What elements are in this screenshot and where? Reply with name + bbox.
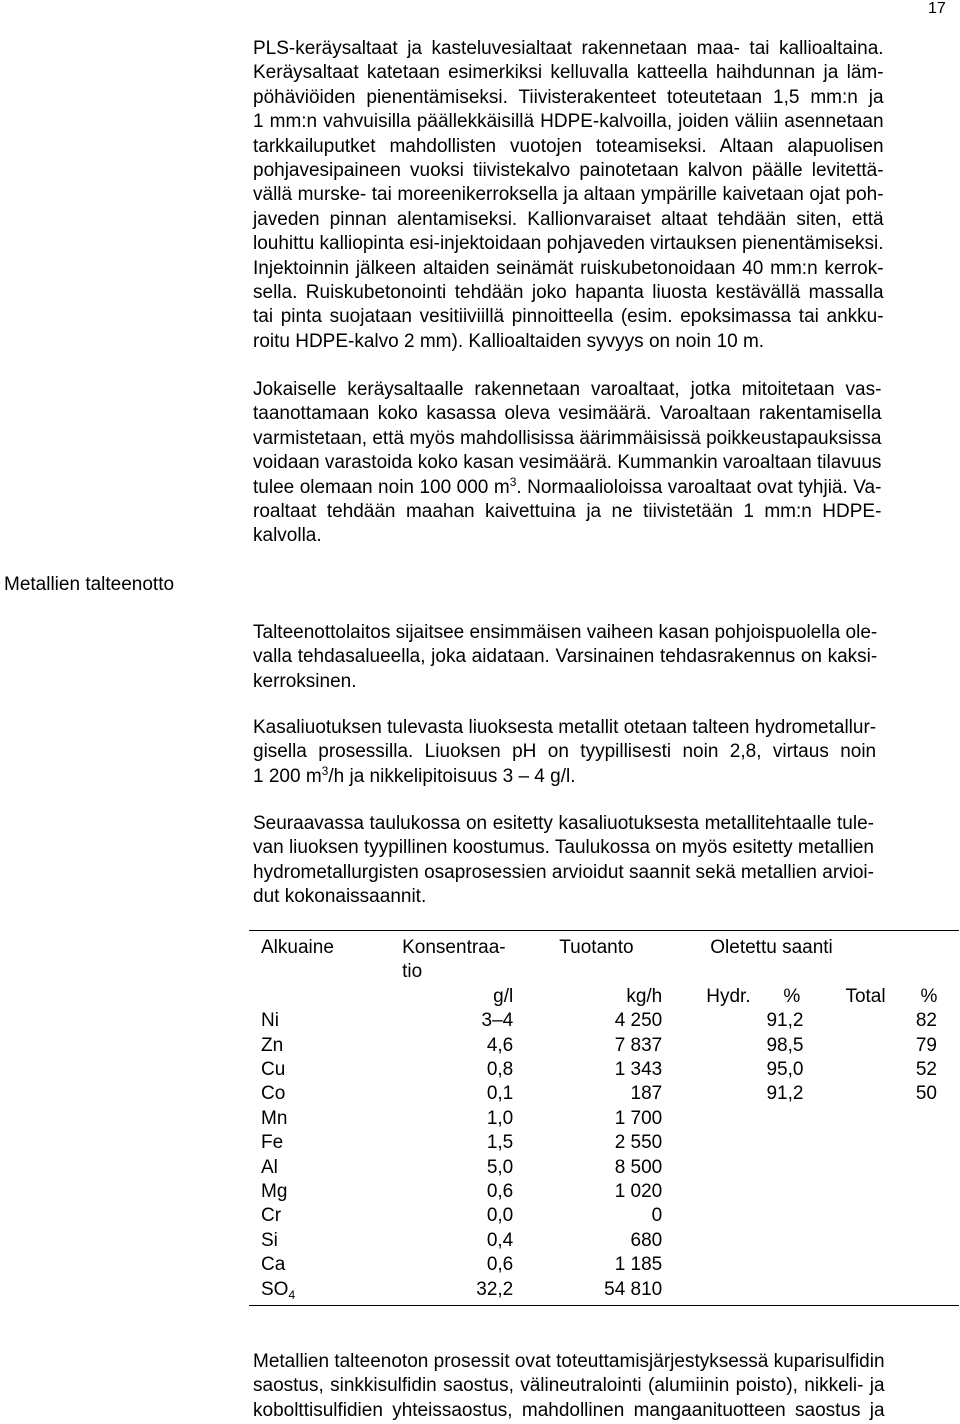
text-line: Metallien talteenoton prosessit ovat toteuttamisjärjestyksessä kuparisulfidin	[253, 1351, 885, 1372]
table-row	[249, 1278, 959, 1306]
cell-hydr-yield: 91,2	[766, 1010, 804, 1032]
unit-hydr: Hydr. %	[706, 985, 801, 1007]
text-line: vällä murske- tai moreenikerroksella ja altaan ympärille kaivetaan ojat poh-	[253, 184, 884, 206]
cell-total-yield: 50	[915, 1083, 937, 1105]
table-row	[249, 1082, 959, 1106]
table-row	[249, 1034, 959, 1058]
cell-element: Co	[261, 1083, 286, 1105]
text-line: pohjavesipaineen vuoksi tiivistekalvo painotetaan kalvon päälle levitettä-	[253, 160, 884, 182]
text-line: valla tehdasalueella, joka aidataan. Varsinainen tehdasrakennus on kaksi-	[253, 646, 878, 668]
cell-hydr-yield	[674, 1204, 831, 1228]
table-units-row	[249, 985, 959, 1009]
cell-production: 4 250	[614, 1010, 663, 1032]
cell-concentration: 1,0	[486, 1107, 514, 1129]
text-line: kobolttisulfidien yhteissaostus, mahdollinen mangaanituotteen saostus ja	[253, 1399, 885, 1421]
table-row	[249, 1253, 959, 1277]
cell-total-yield: 52	[915, 1059, 937, 1081]
text-line: roaltaat tehdään maahan kaivettuina ja ne tiivistetään 1 mm:n HDPE-	[253, 501, 882, 523]
cell-hydr-yield	[674, 1180, 831, 1204]
cell-production: 2 550	[614, 1132, 663, 1154]
text-line: Injektoinnin jälkeen altaiden seinämät ruiskubetonoidaan 40 mm:n kerrok-	[253, 257, 884, 279]
text-line: louhittu kalliopinta esi-injektoidaan pohjaveden virtauksen pienentämiseksi.	[253, 233, 884, 255]
cell-element: Si	[261, 1229, 278, 1251]
composition-table	[249, 930, 959, 1306]
cell-element: Ni	[261, 1010, 279, 1032]
cell-production: 8 500	[614, 1156, 663, 1178]
unit-concentration: g/l	[493, 985, 514, 1007]
table-row	[249, 1107, 959, 1131]
text-line: van liuoksen tyypillinen koostumus. Taulukossa on myös esitetty metallien	[253, 837, 874, 859]
table-row	[249, 1204, 959, 1228]
paragraph-table-intro	[253, 812, 874, 910]
text-line: saostus, sinkkisulfidin saostus, välineutralointi (alumiinin poisto), nikkeli- ja	[253, 1375, 885, 1397]
text-line: javeden pinnan alentamiseksi. Kallionvaraiset altaat tehdään siten, että	[253, 208, 884, 230]
cell-concentration: 0,6	[486, 1254, 514, 1276]
text-line: Talteenottolaitos sijaitsee ensimmäisen vaiheen kasan pohjoispuolella ole-	[253, 622, 878, 643]
cell-production: 1 020	[614, 1181, 663, 1203]
cell-element: Mg	[261, 1181, 288, 1203]
header-production: Tuotanto	[525, 931, 674, 985]
cell-production: 680	[630, 1229, 663, 1251]
cell-total-yield	[831, 1131, 959, 1155]
text-line: hydrometallurgisten osaprosessien arvioidut saannit sekä metallien arvioi-	[253, 861, 874, 883]
cell-concentration: 5,0	[486, 1156, 514, 1178]
cell-element: Ca	[261, 1254, 286, 1276]
cell-element: Mn	[261, 1107, 288, 1129]
paragraph-pls-basins	[253, 37, 884, 354]
text-line: taanottamaan koko kasassa oleva vesimäärä. Varoaltaan rakentamisella	[253, 403, 882, 425]
cell-concentration: 4,6	[486, 1034, 514, 1056]
cell-total-yield	[831, 1156, 959, 1180]
cell-hydr-yield: 91,2	[766, 1083, 804, 1105]
page-number: 17	[928, 0, 946, 17]
superscript: 3	[509, 474, 517, 489]
text-line: roitu HDPE-kalvo 2 mm). Kallioaltaiden syvyys on noin 10 m.	[253, 330, 765, 352]
table-row	[249, 1131, 959, 1155]
cell-element: Cu	[261, 1059, 286, 1081]
cell-production: 187	[630, 1083, 663, 1105]
text-line: tai pinta suojataan vesitiiviillä pinnoitteella (esim. epoksimassa tai ankku-	[253, 306, 884, 328]
cell-hydr-yield	[674, 1253, 831, 1277]
paragraph-hydrometallurgy	[253, 716, 876, 789]
cell-production: 7 837	[614, 1034, 663, 1056]
cell-production: 1 185	[614, 1254, 663, 1276]
header-element: Alkuaine	[249, 931, 372, 985]
cell-concentration: 0,4	[486, 1229, 514, 1251]
table-row	[249, 1180, 959, 1204]
text-line: voidaan varastoida koko kasan vesimäärä. Kummankin varoaltaan tilavuus	[253, 452, 882, 474]
unit-total: Total %	[845, 985, 938, 1007]
paragraph-recovery-plant	[253, 621, 877, 694]
cell-hydr-yield	[674, 1156, 831, 1180]
text-line: tulee olemaan noin 100 000 $m^3$. Normaalioloissa varoaltaat ovat tyhjiä. Va-	[253, 474, 882, 498]
text-line: 1 mm:n vahvuisilla päällekkäisillä HDPE-kalvoilla, joiden väliin asennetaan	[253, 111, 884, 133]
cell-production: 1 700	[614, 1107, 663, 1129]
cell-concentration: 0,0	[486, 1205, 514, 1227]
text-line: tarkkailuputket mahdollisten vuotojen toteamiseksi. Altaan alapuolisen	[253, 135, 884, 157]
table-row	[249, 1229, 959, 1253]
text-line: Seuraavassa taulukossa on esitetty kasaliuotuksesta metallitehtaalle tule-	[253, 813, 874, 834]
paragraph-process-order	[253, 1350, 885, 1423]
table-row	[249, 1156, 959, 1180]
text-line: kerroksinen.	[253, 670, 357, 692]
cell-total-yield	[831, 1204, 959, 1228]
cell-concentration: 0,6	[486, 1181, 514, 1203]
cell-hydr-yield: 95,0	[766, 1059, 804, 1081]
text-line: pöhäviöiden pienentämiseksi. Tiivisterakenteet toteutetaan 1,5 mm:n ja	[253, 86, 884, 108]
cell-production: 1 343	[614, 1059, 663, 1081]
header-concentration: Konsentraa- tio	[372, 931, 525, 985]
table-row	[249, 1009, 959, 1033]
cell-element: Al	[261, 1156, 278, 1178]
cell-total-yield: 79	[915, 1034, 937, 1056]
cell-hydr-yield	[674, 1229, 831, 1253]
cell-hydr-yield	[674, 1131, 831, 1155]
text-line: dut kokonaissaannit.	[253, 886, 427, 908]
text-line: Jokaiselle keräysaltaalle rakennetaan varoaltaat, jotka mitoitetaan vas-	[253, 379, 882, 400]
cell-total-yield: 82	[915, 1010, 937, 1032]
cell-concentration: 32,2	[372, 1278, 525, 1306]
cell-element: $SO_4$	[249, 1278, 372, 1306]
text-line: 1 200 $m^3/h$ ja nikkelipitoisuus 3 – 4 g/l.	[253, 763, 576, 787]
cell-production: 54 810	[525, 1278, 674, 1306]
superscript: 3	[321, 763, 329, 778]
cell-concentration: 1,5	[486, 1132, 514, 1154]
paragraph-safety-basins	[253, 378, 881, 549]
table-row	[249, 1058, 959, 1082]
cell-concentration: 0,8	[486, 1059, 514, 1081]
cell-concentration: 3–4	[481, 1010, 514, 1032]
cell-element: Cr	[261, 1205, 282, 1227]
text-line: Kasaliuotuksen tulevasta liuoksesta metallit otetaan talteen hydrometallur-	[253, 717, 877, 738]
text-line: Keräysaltaat katetaan esimerkiksi kelluvalla katteella haihdunnan ja läm-	[253, 62, 884, 84]
cell-concentration: 0,1	[486, 1083, 514, 1105]
unit-element	[249, 985, 372, 1009]
header-expected-yield: Oletettu saanti	[674, 931, 959, 985]
cell-hydr-yield	[674, 1278, 831, 1306]
subscript: 4	[288, 1287, 296, 1302]
cell-total-yield	[831, 1107, 959, 1131]
text-line: gisella prosessilla. Liuoksen pH on tyypillisesti noin 2,8, virtaus noin	[253, 741, 877, 763]
text-line: kalvolla.	[253, 525, 322, 547]
cell-hydr-yield	[674, 1107, 831, 1131]
cell-total-yield	[831, 1253, 959, 1277]
cell-element: Fe	[261, 1132, 284, 1154]
text-line: sella. Ruiskubetonointi tehdään joko hapanta liuosta kestävällä massalla	[253, 282, 884, 304]
unit-production: kg/h	[626, 985, 663, 1007]
cell-total-yield	[831, 1278, 959, 1306]
cell-production: 0	[651, 1205, 663, 1227]
side-heading: Metallien talteenotto	[4, 574, 175, 595]
cell-element: Zn	[261, 1034, 284, 1056]
cell-total-yield	[831, 1229, 959, 1253]
text-line: varmistetaan, että myös mahdollisissa äärimmäisissä poikkeustapauksissa	[253, 427, 882, 449]
table-header-row	[249, 931, 959, 985]
cell-total-yield	[831, 1180, 959, 1204]
text-line: PLS-keräysaltaat ja kasteluvesialtaat rakennetaan maa- tai kallioaltaina.	[253, 38, 884, 59]
cell-hydr-yield: 98,5	[766, 1034, 804, 1056]
